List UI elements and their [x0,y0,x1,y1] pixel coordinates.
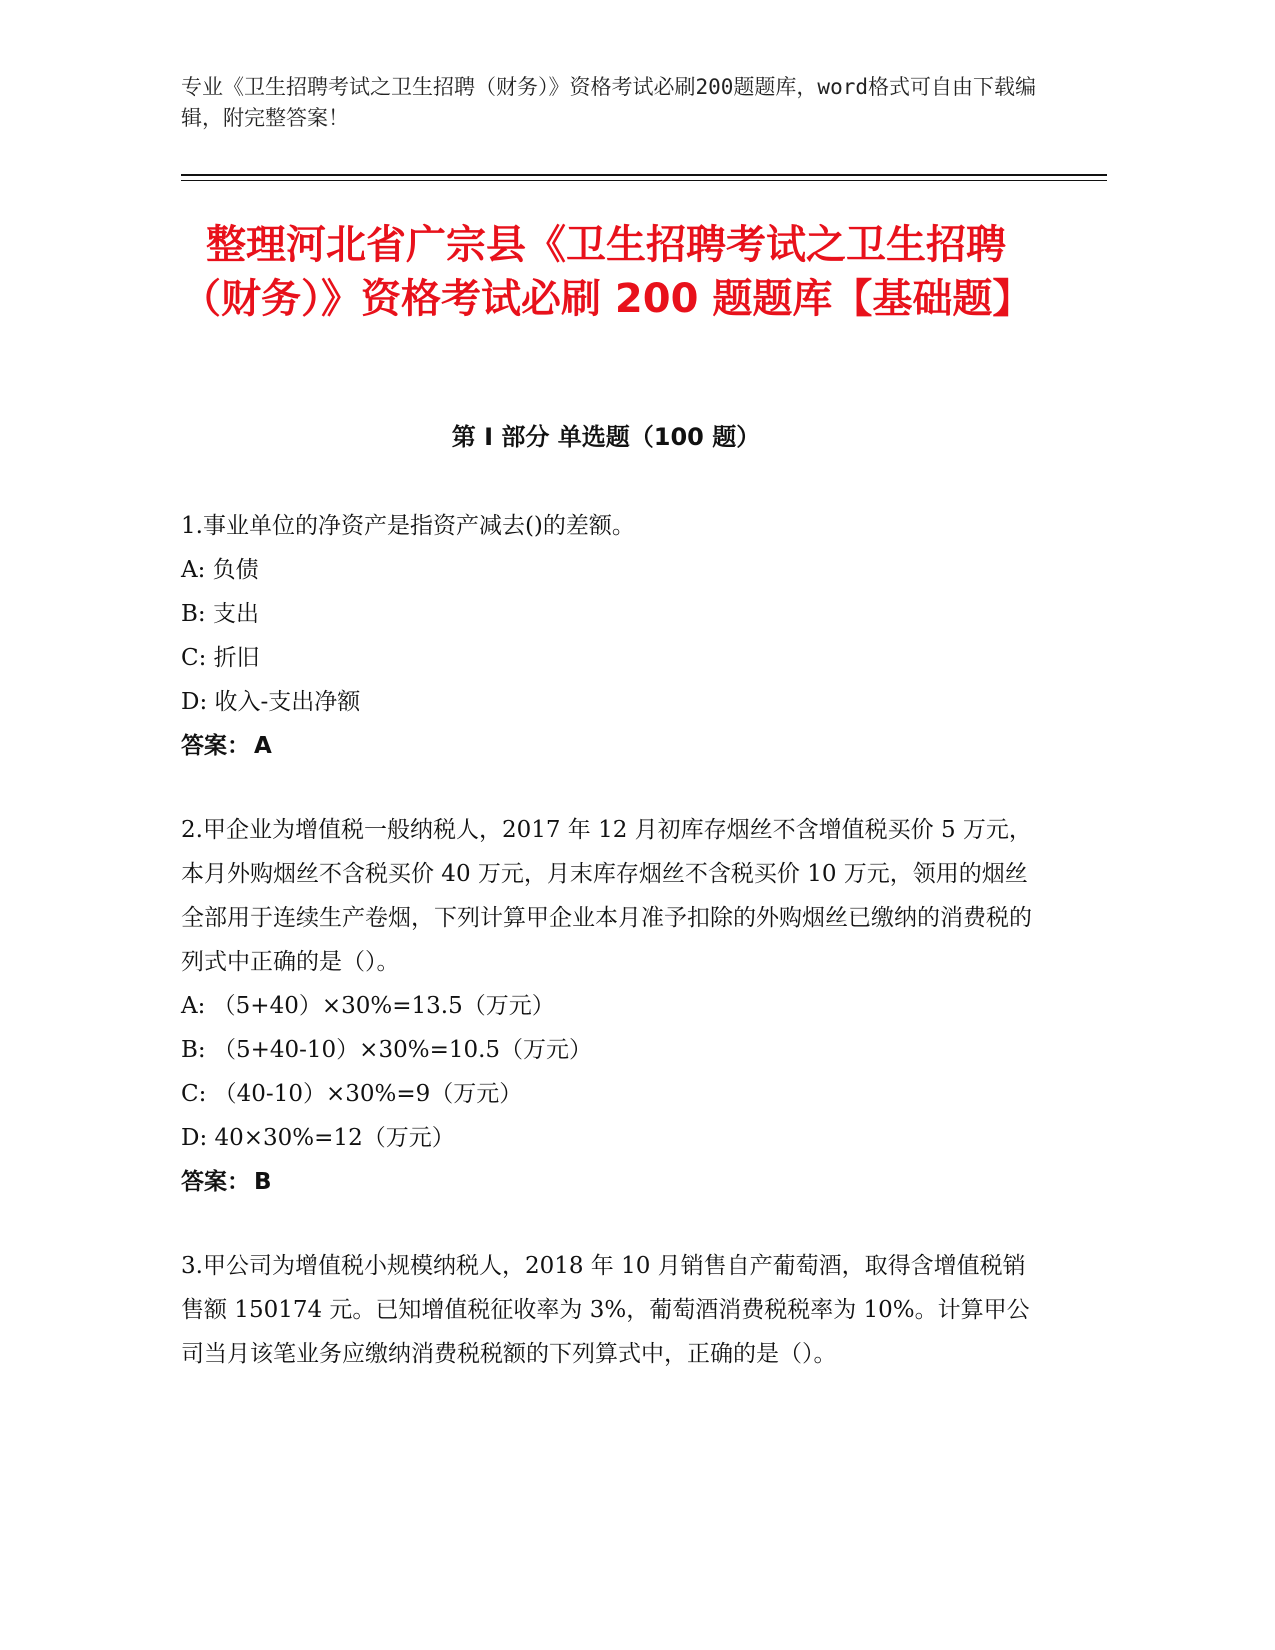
answer-label: 答案： [181,1169,250,1195]
option-b: B: （5+40-10）×30%=10.5（万元） [181,1037,593,1063]
question-1 [181,504,1041,768]
answer-line [181,724,1041,768]
answer-label: 答案： [181,733,250,759]
option-c: C: （40-10）×30%=9（万元） [181,1081,523,1107]
question-stem: 2.甲企业为增值税一般纳税人，2017 年 12 月初库存烟丝不含增值税买价 5 万元，本月外购烟丝不含税买价 40 万元，月末库存烟丝不含税买价 10 万元，领用的烟丝全部用于连续生产卷烟，下列计算甲企业本月准予扣除的外购烟丝已缴纳的消费税的列式中正确的是（）。 [181,817,1032,975]
option-c: C: 折旧 [181,645,260,671]
answer-value: A [254,733,272,759]
option-a: A: 负债 [181,557,259,583]
section-heading: 第 I 部分 单选题（100 题） [451,423,761,451]
header-divider [181,174,1107,176]
question-stem: 1.事业单位的净资产是指资产减去()的差额。 [181,513,635,539]
option-d: D: 收入-支出净额 [181,689,361,715]
answer-value: B [254,1169,272,1195]
option-d: D: 40×30%=12（万元） [181,1125,455,1151]
answer-line [181,1160,1041,1204]
option-a: A: （5+40）×30%=13.5（万元） [181,993,555,1019]
question-2 [181,808,1041,1204]
document-title: 整理河北省广宗县《卫生招聘考试之卫生招聘（财务）》资格考试必刷 200 题题库【基础题】 [181,222,1033,322]
header-divider-thin [181,180,1107,181]
option-b: B: 支出 [181,601,259,627]
question-stem: 3.甲公司为增值税小规模纳税人，2018 年 10 月销售自产葡萄酒，取得含增值税销售额 150174 元。已知增值税征收率为 3%，葡萄酒消费税税率为 10%。计算甲公司当月该笔业务应缴纳消费税税额的下列算式中，正确的是（）。 [181,1253,1030,1367]
header-note: 专业《卫生招聘考试之卫生招聘（财务）》资格考试必刷200题题库，word格式可自由下载编辑，附完整答案！ [181,75,1036,130]
question-3 [181,1244,1041,1376]
